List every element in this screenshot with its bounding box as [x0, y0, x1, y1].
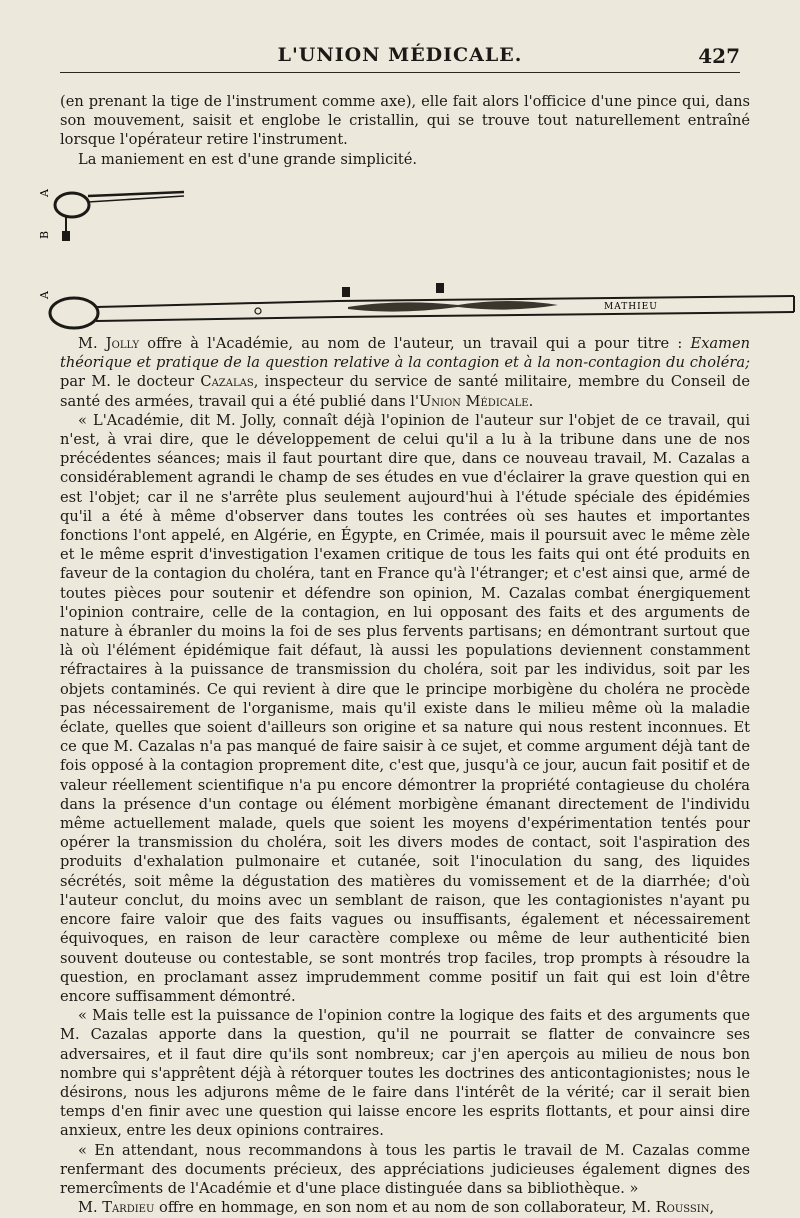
intro-paragraph: (en prenant la tige de l'instrument comme axe), elle fait alors l'officice d'une pince qui, dans son mouvement, saisit et englobe le cristallin, qui se trouve tout naturellement entraîné lorsque l'opérateur retire l'instrument.	[60, 93, 750, 149]
body-paragraph: « L'Académie, dit M. Jolly, connaît déjà l'opinion de l'auteur sur l'objet de ce travail, qui n'est, à vrai dire, que le développement de celui qu'il a lu à la tribune dans une de nos précédentes séances; mais il faut pourtant dire que, dans ce nouveau travail, M. Cazalas a considérablement agrandi le champ de ses études en vue d'éclairer la grave question qui en est l'objet; car il ne s'arrête plus seulement aujourd'hui à l'étude spéciale des épidémies qu'il a été à même d'observer dans toutes les contrées où ses hautes et importantes fonctions l'ont appelé, en Algérie, en Égypte, en Crimée, mais il poursuit avec le même zèle et le même esprit d'investigation l'examen critique de tous les faits qui ont été produits en faveur de la contagion du choléra, tant en France qu'à l'étranger; et c'est ainsi que, armé de toutes pièces pour soutenir et défendre son opinion, M. Cazalas combat énergiquement l'opinion contraire, celle de la contagion, en lui opposant des faits et des arguments de nature à ébranler du moins la foi de ses plus fervents partisans; en démontrant surtout que là où l'élément épidémique fait défaut, là aussi les populations deviennent constamment réfractaires à la puissance de transmission du choléra, soit par les individus, soit par les objets contaminés. Ce qui revient à dire que le principe morbigène du choléra ne procède pas nécessairement de l'organisme, mais qu'il existe dans le milieu même où la maladie éclate, quelles que soient d'ailleurs son origine et sa nature qui nous restent inconnues. Et ce que M. Cazalas n'a pas manqué de faire saisir à ce sujet, et comme argument déjà tant de fois opposé à la contagion proprement dite, c'est que, jusqu'à ce jour, aucun fait positif et de valeur réellement scientifique n'a pu encore démontrer la propriété contagieuse du choléra dans la présence d'un contage ou élément morbigène émanant directement de l'individu même actuellement malade, quels que soient les moyens d'expérimentation tentés pour opérer la transmission du choléra, soit les divers modes de contact, soit l'aspiration des produits d'exhalation pulmonaire et cutanée, soit l'inoculation du sang, des liquides sécrétés, soit même la dégustation des matières du vomissement et de la diarrhée; d'où l'auteur conclut, du moins avec un semblant de raison, que les contagionistes n'ayant pu encore faire valoir que des faits vagues ou insuffisants, également et nécessairement équivoques, en raison de leur caractère complexe ou même de leur authenticité bien souvent douteuse ou contestable, se sont montrés trop faciles, trop prompts à résoudre la question, en proclamant assez imprudemment comme positif un fait qui est loin d'être encore suffisamment démontré.	[60, 411, 750, 1005]
simplicity-paragraph: La maniement en est d'une grande simplicité.	[78, 150, 418, 168]
instrument-end-view	[55, 192, 184, 241]
cataract-instrument-figure	[38, 175, 798, 335]
report-rest-text: , inspecteur du service de santé militaire, membre du Conseil de santé des armées, travail qui a été publié dans l'	[60, 373, 751, 410]
body-paragraph: « Mais telle est la puissance de l'opinion contre la logique des faits et des arguments que M. Cazalas apporte dans la question, qu'il ne pourrait se flatter de convaincre ses adversaires, et il faut dire qu'ils sont nombreux; car j'en aperçois au milieu de nous bon nombre qui s'apprêtent déjà à rétorquer toutes les doctrines des anticontagionistes; nous le désirons, nous les adjurons même de le faire dans l'intérêt de la vérité; car il serait bien temps d'en finir avec une question qui laisse encore les esprits flottants, et pour ainsi dire anxieux, entre les deux opinions contraires.	[60, 1007, 750, 1140]
report-end-text: .	[528, 392, 534, 410]
page-header	[60, 42, 740, 73]
report-paragraph	[60, 334, 750, 411]
tardieu-end-text: ,	[709, 1199, 715, 1217]
body-text	[60, 334, 750, 1217]
tardieu-text: offre en hommage, en son nom et au nom de son collaborateur, M.	[154, 1199, 656, 1217]
maker-mark: MATHIEU	[604, 302, 658, 312]
collaborator-name: Roussin	[655, 1199, 710, 1217]
report-by-text: par M. le docteur	[60, 373, 201, 391]
tardieu-paragraph	[60, 1198, 750, 1217]
page-number: 427	[698, 44, 740, 68]
work-title: Examen théorique et pratique de la question relative à la contagion et à la non-contagion du choléra;	[60, 335, 751, 372]
figure-label-b: B	[38, 230, 51, 239]
speaker-name: M. Jolly	[78, 335, 140, 352]
intro-text	[60, 92, 750, 169]
running-title: L'UNION MÉDICALE.	[277, 44, 523, 66]
body-paragraph: « En attendant, nous recommandons à tous les partis le travail de M. Cazalas comme renfermant des documents précieux, des appréciations judicieuses également dignes des remercîments de l'Académie et d'une place distinguée dans sa bibliothèque. »	[60, 1141, 750, 1197]
speaker-name: M. Tardieu	[78, 1199, 155, 1217]
journal-name: Union Médicale	[418, 392, 529, 410]
figure-label-a-bottom: A	[38, 291, 51, 299]
instrument-full-view	[50, 283, 794, 328]
author-name: Cazalas	[200, 373, 254, 391]
report-lead-text: offre à l'Académie, au nom de l'auteur, un travail qui a pour titre :	[139, 335, 691, 352]
figure-label-a-top: A	[38, 189, 51, 197]
